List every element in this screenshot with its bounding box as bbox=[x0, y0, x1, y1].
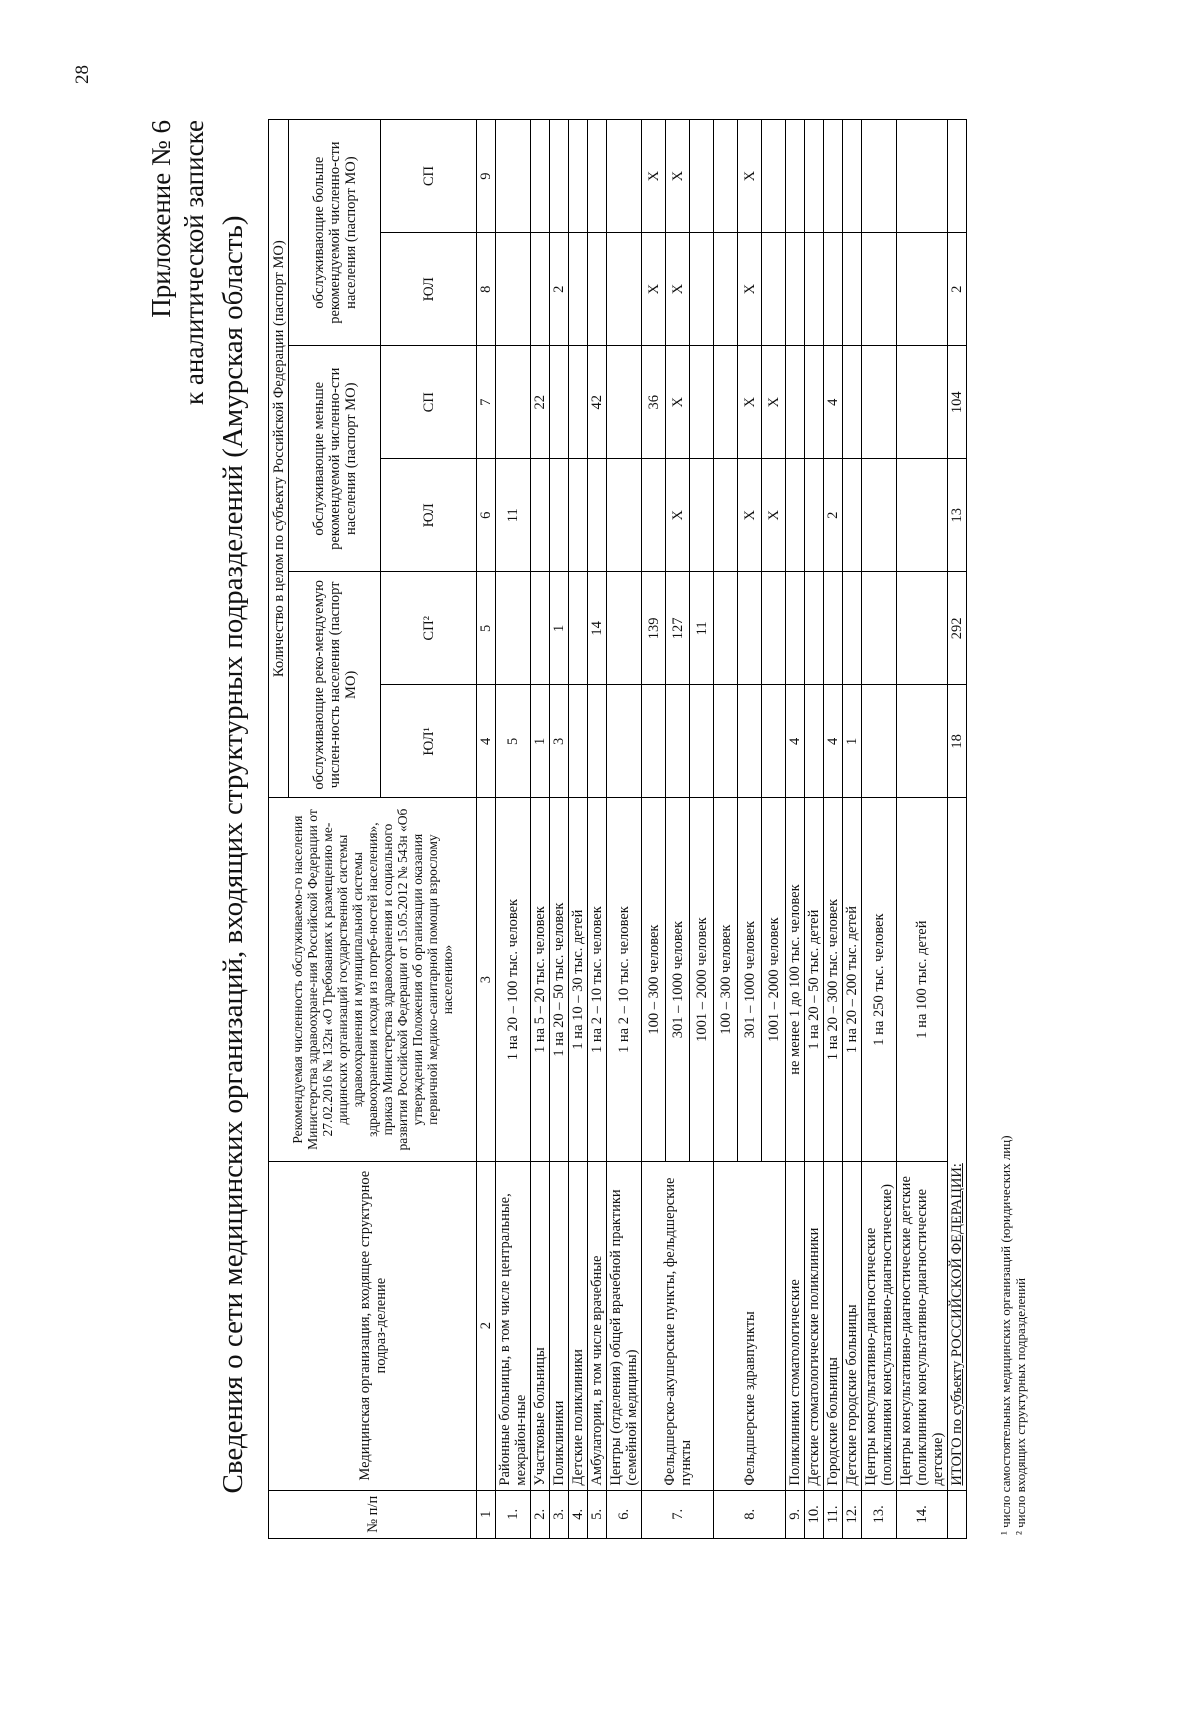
value-cell bbox=[690, 346, 714, 459]
colnum-cell: 5 bbox=[477, 572, 496, 685]
table-row bbox=[805, 120, 824, 1539]
value-cell bbox=[805, 346, 824, 459]
value-cell bbox=[496, 572, 531, 685]
value-cell: 36 bbox=[642, 346, 666, 459]
colnum-cell: 6 bbox=[477, 459, 496, 572]
org-name-cell: Фельдшерско-акушерские пункты, фельдшерские пункты bbox=[642, 1161, 714, 1490]
value-cell: 22 bbox=[531, 346, 550, 459]
row-number-cell: 10. bbox=[805, 1490, 824, 1538]
recommended-cell: 1 на 20 – 200 тыс. детей bbox=[843, 798, 862, 1161]
value-cell bbox=[738, 572, 762, 685]
colnum-cell: 1 bbox=[477, 1490, 496, 1538]
value-cell bbox=[897, 685, 948, 798]
value-cell bbox=[762, 120, 786, 233]
row-number-cell: 4. bbox=[569, 1490, 588, 1538]
recommended-cell: 100 – 300 человек bbox=[642, 798, 666, 1161]
org-name-cell: Фельдшерские здравпункты bbox=[714, 1161, 786, 1490]
value-cell bbox=[714, 459, 738, 572]
recommended-cell: 1 на 100 тыс. детей bbox=[897, 798, 948, 1161]
recommended-cell: 1 на 2 – 10 тыс. человек bbox=[607, 798, 642, 1161]
colnum-cell: 7 bbox=[477, 346, 496, 459]
org-name-cell: Поликлиники стоматологические bbox=[786, 1161, 805, 1490]
table-row bbox=[607, 120, 642, 1539]
table-row bbox=[569, 120, 588, 1539]
colnum-cell: 9 bbox=[477, 120, 496, 233]
value-cell bbox=[862, 572, 897, 685]
table-row bbox=[642, 120, 666, 1539]
value-cell: 1 bbox=[531, 685, 550, 798]
value-cell: X bbox=[642, 120, 666, 233]
recommended-cell: 1 на 20 – 300 тыс. человек bbox=[824, 798, 843, 1161]
value-cell: 4 bbox=[824, 685, 843, 798]
total-value-cell: 292 bbox=[948, 572, 967, 685]
header-org: Медицинская организация, входящее структурное подраз-деление bbox=[269, 1161, 477, 1490]
total-empty-cell bbox=[948, 1490, 967, 1538]
table-row bbox=[550, 120, 569, 1539]
value-cell bbox=[714, 120, 738, 233]
value-cell bbox=[843, 233, 862, 346]
value-cell: 5 bbox=[496, 685, 531, 798]
value-cell: X bbox=[666, 346, 690, 459]
value-cell bbox=[607, 459, 642, 572]
page-number: 28 bbox=[72, 65, 93, 84]
value-cell: X bbox=[738, 233, 762, 346]
value-cell: X bbox=[762, 346, 786, 459]
org-name-cell: Поликлиники bbox=[550, 1161, 569, 1490]
value-cell bbox=[843, 572, 862, 685]
value-cell bbox=[496, 233, 531, 346]
header-num: № п/п bbox=[269, 1490, 477, 1538]
value-cell bbox=[550, 459, 569, 572]
value-cell bbox=[569, 685, 588, 798]
recommended-cell: 301 – 1000 человек bbox=[666, 798, 690, 1161]
value-cell bbox=[607, 346, 642, 459]
header-group-less: обслуживающие меньше рекомендуемой численно-сти населения (паспорт МО) bbox=[289, 346, 381, 572]
row-number-cell: 2. bbox=[531, 1490, 550, 1538]
table-row bbox=[531, 120, 550, 1539]
value-cell: X bbox=[738, 346, 762, 459]
row-number-cell: 6. bbox=[607, 1490, 642, 1538]
org-name-cell: Центры (отделения) общей врачебной практики (семейной медицины) bbox=[607, 1161, 642, 1490]
value-cell bbox=[762, 685, 786, 798]
recommended-cell: 100 – 300 человек bbox=[714, 798, 738, 1161]
total-value-cell: 104 bbox=[948, 346, 967, 459]
value-cell bbox=[588, 685, 607, 798]
value-cell bbox=[786, 346, 805, 459]
value-cell bbox=[786, 233, 805, 346]
recommended-cell: 1 на 20 – 100 тыс. человек bbox=[496, 798, 531, 1161]
row-number-cell: 5. bbox=[588, 1490, 607, 1538]
value-cell bbox=[805, 120, 824, 233]
value-cell bbox=[805, 459, 824, 572]
value-cell bbox=[738, 685, 762, 798]
row-number-cell: 3. bbox=[550, 1490, 569, 1538]
row-number-cell: 11. bbox=[824, 1490, 843, 1538]
recommended-cell: 1 на 2 – 10 тыс. человек bbox=[588, 798, 607, 1161]
recommended-cell: 1 на 20 – 50 тыс. человек bbox=[550, 798, 569, 1161]
value-cell: 11 bbox=[690, 572, 714, 685]
value-cell bbox=[531, 572, 550, 685]
value-cell bbox=[569, 346, 588, 459]
value-cell bbox=[569, 233, 588, 346]
footnote-2: ² число входящих структурных подразделений bbox=[1013, 1277, 1028, 1535]
value-cell bbox=[786, 459, 805, 572]
recommended-cell: 1 на 10 – 30 тыс. детей bbox=[569, 798, 588, 1161]
header-rec: Рекомендуемая численность обслуживаемо-го населения Министерства здравоохране-ния Российской Федерации от 27.02.2016 № 132н «О Требованиях к размещению ме-дицинских организаций государственной системы здравоохранения и муниципальной системы здравоохранения исходя из потреб-ностей населения», приказ Министерства здравоохранения и социального развития Российской Федерации от 15.05.2012 № 543н «Об утверждении Положения об организации оказания первичной медико-санитарной помощи взрослому населению» bbox=[269, 798, 477, 1161]
value-cell: 1 bbox=[550, 572, 569, 685]
table-row bbox=[824, 120, 843, 1539]
value-cell bbox=[805, 685, 824, 798]
colnum-cell: 4 bbox=[477, 685, 496, 798]
org-name-cell: Детские поликлиники bbox=[569, 1161, 588, 1490]
value-cell: X bbox=[666, 459, 690, 572]
row-number-cell: 9. bbox=[786, 1490, 805, 1538]
row-number-cell: 1. bbox=[496, 1490, 531, 1538]
appendix-label bbox=[145, 120, 211, 405]
table-row bbox=[862, 120, 897, 1539]
total-value-cell: 18 bbox=[948, 685, 967, 798]
org-name-cell: Центры консультативно-диагностические детские (поликлиники консультативно-диагностические детские) bbox=[897, 1161, 948, 1490]
value-cell bbox=[786, 120, 805, 233]
row-number-cell: 12. bbox=[843, 1490, 862, 1538]
value-cell bbox=[690, 459, 714, 572]
header-group-more: обслуживающие больше рекомендуемой численно-сти населения (паспорт МО) bbox=[289, 120, 381, 346]
footnote-1: ¹ число самостоятельных медицинских организаций (юридических лиц) bbox=[998, 1135, 1013, 1535]
table-row bbox=[588, 120, 607, 1539]
value-cell bbox=[862, 346, 897, 459]
value-cell bbox=[862, 685, 897, 798]
value-cell bbox=[762, 572, 786, 685]
value-cell: 1 bbox=[843, 685, 862, 798]
total-row bbox=[948, 120, 967, 1539]
value-cell bbox=[714, 685, 738, 798]
value-cell bbox=[762, 233, 786, 346]
value-cell bbox=[690, 685, 714, 798]
value-cell bbox=[607, 120, 642, 233]
value-cell: X bbox=[738, 120, 762, 233]
value-cell bbox=[588, 459, 607, 572]
value-cell bbox=[843, 346, 862, 459]
value-cell bbox=[805, 572, 824, 685]
value-cell bbox=[843, 120, 862, 233]
row-number-cell: 14. bbox=[897, 1490, 948, 1538]
recommended-cell: 1001 – 2000 человек bbox=[690, 798, 714, 1161]
value-cell bbox=[569, 120, 588, 233]
value-cell: 3 bbox=[550, 685, 569, 798]
value-cell bbox=[897, 572, 948, 685]
value-cell: 14 bbox=[588, 572, 607, 685]
total-value-cell: 2 bbox=[948, 233, 967, 346]
row-number-cell: 8. bbox=[714, 1490, 786, 1538]
value-cell bbox=[607, 572, 642, 685]
value-cell bbox=[496, 120, 531, 233]
value-cell bbox=[714, 233, 738, 346]
value-cell: X bbox=[642, 233, 666, 346]
value-cell bbox=[897, 233, 948, 346]
table-row bbox=[714, 120, 738, 1539]
organizations-table bbox=[268, 119, 967, 1539]
row-number-cell: 7. bbox=[642, 1490, 714, 1538]
value-cell: X bbox=[738, 459, 762, 572]
document-title: Сведения о сети медицинских организаций, входящих структурных подразделений (Амурская область) bbox=[217, 215, 249, 1494]
recommended-cell: 301 – 1000 человек bbox=[738, 798, 762, 1161]
value-cell bbox=[588, 120, 607, 233]
org-name-cell: Центры консультативно-диагностические (поликлиники консультативно-диагностические) bbox=[862, 1161, 897, 1490]
value-cell bbox=[531, 233, 550, 346]
value-cell bbox=[607, 685, 642, 798]
total-value-cell: 13 bbox=[948, 459, 967, 572]
value-cell bbox=[642, 685, 666, 798]
row-number-cell: 13. bbox=[862, 1490, 897, 1538]
value-cell bbox=[897, 120, 948, 233]
header-sp-2: СП² bbox=[381, 572, 477, 685]
value-cell: 139 bbox=[642, 572, 666, 685]
value-cell bbox=[588, 233, 607, 346]
table-row bbox=[897, 120, 948, 1539]
value-cell bbox=[843, 459, 862, 572]
column-number-row bbox=[477, 120, 496, 1539]
value-cell bbox=[690, 233, 714, 346]
org-name-cell: Детские городские больницы bbox=[843, 1161, 862, 1490]
value-cell bbox=[690, 120, 714, 233]
value-cell bbox=[805, 233, 824, 346]
org-name-cell: Городские больницы bbox=[824, 1161, 843, 1490]
colnum-cell: 2 bbox=[477, 1161, 496, 1490]
recommended-cell: не менее 1 до 100 тыс. человек bbox=[786, 798, 805, 1161]
value-cell bbox=[531, 120, 550, 233]
appendix-line-1: Приложение № 6 bbox=[146, 120, 176, 318]
value-cell bbox=[569, 459, 588, 572]
header-sp: СП bbox=[381, 346, 477, 459]
table-row bbox=[496, 120, 531, 1539]
value-cell bbox=[824, 233, 843, 346]
colnum-cell: 8 bbox=[477, 233, 496, 346]
value-cell bbox=[714, 346, 738, 459]
value-cell: X bbox=[666, 233, 690, 346]
value-cell bbox=[531, 459, 550, 572]
total-label-cell: ИТОГО по субъекту РОССИЙСКОЙ ФЕДЕРАЦИИ: bbox=[948, 798, 967, 1490]
value-cell: 127 bbox=[666, 572, 690, 685]
value-cell bbox=[862, 233, 897, 346]
value-cell: 42 bbox=[588, 346, 607, 459]
value-cell bbox=[607, 233, 642, 346]
value-cell bbox=[550, 346, 569, 459]
value-cell bbox=[569, 572, 588, 685]
header-yl-1: ЮЛ¹ bbox=[381, 685, 477, 798]
value-cell: 2 bbox=[824, 459, 843, 572]
org-name-cell: Амбулатории, в том числе врачебные bbox=[588, 1161, 607, 1490]
org-name-cell: Районные больницы, в том числе центральные, межрайон-ные bbox=[496, 1161, 531, 1490]
value-cell bbox=[824, 572, 843, 685]
value-cell bbox=[786, 572, 805, 685]
org-name-cell: Детские стоматологические поликлиники bbox=[805, 1161, 824, 1490]
value-cell: X bbox=[762, 459, 786, 572]
value-cell bbox=[862, 459, 897, 572]
value-cell: 11 bbox=[496, 459, 531, 572]
value-cell: 2 bbox=[550, 233, 569, 346]
recommended-cell: 1 на 20 – 50 тыс. детей bbox=[805, 798, 824, 1161]
value-cell bbox=[824, 120, 843, 233]
header-yl: ЮЛ bbox=[381, 459, 477, 572]
appendix-line-2: к аналитической записке bbox=[179, 120, 209, 405]
header-total: Количество в целом по субъекту Российской Федерации (паспорт МО) bbox=[269, 120, 289, 798]
recommended-cell: 1001 – 2000 человек bbox=[762, 798, 786, 1161]
value-cell bbox=[550, 120, 569, 233]
value-cell bbox=[642, 459, 666, 572]
total-value-cell bbox=[948, 120, 967, 233]
header-group-rec: обслуживающие реко-мендуемую числен-ность населения (паспорт МО) bbox=[289, 572, 381, 798]
recommended-cell: 1 на 250 тыс. человек bbox=[862, 798, 897, 1161]
table-row bbox=[786, 120, 805, 1539]
table-row bbox=[843, 120, 862, 1539]
value-cell bbox=[897, 346, 948, 459]
value-cell: X bbox=[666, 120, 690, 233]
colnum-cell: 3 bbox=[477, 798, 496, 1161]
header-yl: ЮЛ bbox=[381, 233, 477, 346]
recommended-cell: 1 на 5 – 20 тыс. человек bbox=[531, 798, 550, 1161]
value-cell bbox=[897, 459, 948, 572]
value-cell bbox=[496, 346, 531, 459]
header-sp: СП bbox=[381, 120, 477, 233]
value-cell: 4 bbox=[824, 346, 843, 459]
value-cell bbox=[862, 120, 897, 233]
org-name-cell: Участковые больницы bbox=[531, 1161, 550, 1490]
value-cell: 4 bbox=[786, 685, 805, 798]
value-cell bbox=[714, 572, 738, 685]
value-cell bbox=[666, 685, 690, 798]
